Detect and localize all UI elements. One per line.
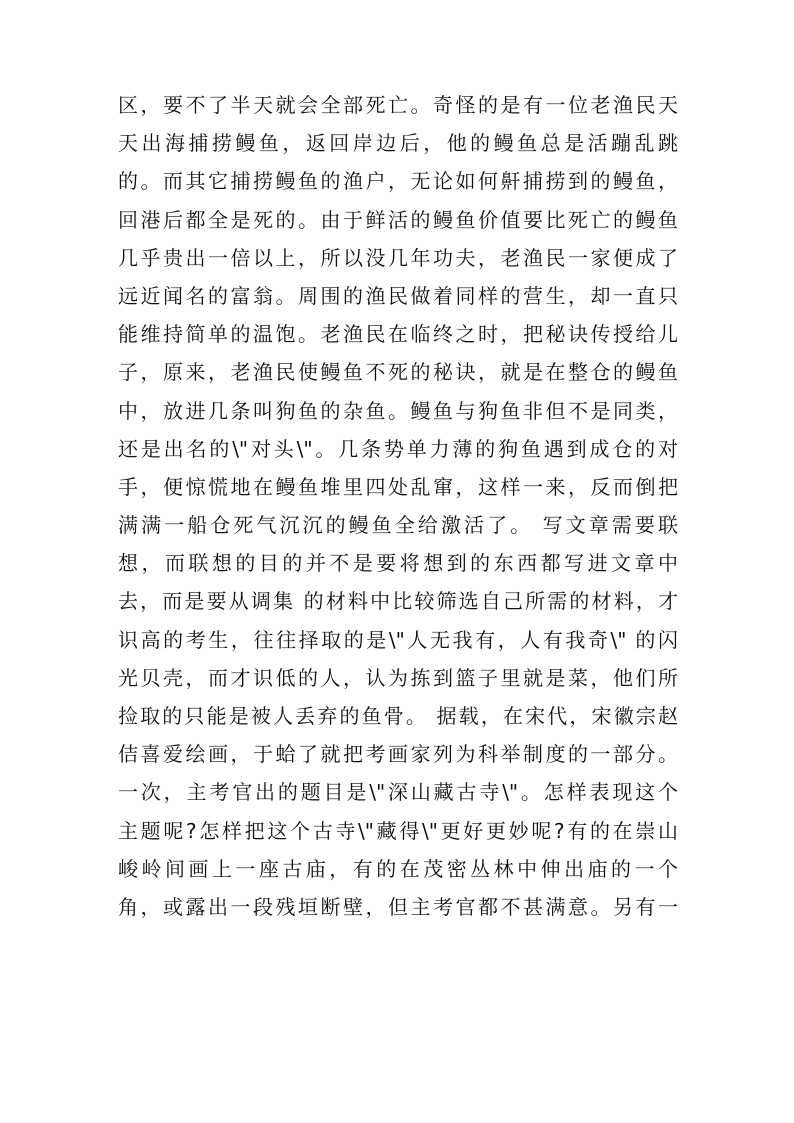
text-line: 识高的考生，往往择取的是\"人无我有，人有我奇\" 的闪: [118, 627, 678, 652]
text-line: 手，便惊慌地在鳗鱼堆里四处乱窜，这样一来，反而倒把: [118, 474, 678, 499]
text-line: 的。而其它捕捞鳗鱼的渔户，无论如何鼾捕捞到的鳗鱼，: [118, 169, 678, 194]
text-line: 能维持简单的温饱。老渔民在临终之时，把秘诀传授给儿: [118, 322, 678, 347]
text-line: 主题呢?怎样把这个古寺\"藏得\"更好更妙呢?有的在崇山: [118, 818, 678, 843]
text-line: 去，而是要从调集 的材料中比较筛选自己所需的材料，才: [118, 589, 678, 614]
text-line: 捡取的只能是被人丢弃的鱼骨。 据载，在宋代，宋徽宗赵: [118, 704, 678, 728]
text-line: 天出海捕捞鳗鱼，返回岸边后，他的鳗鱼总是活蹦乱跳: [118, 131, 678, 156]
text-line: 还是出名的\"对头\"。几条势单力薄的狗鱼遇到成仓的对: [118, 436, 678, 461]
text-line: 佶喜爱绘画，于蛤了就把考画家列为科举制度的一部分。: [118, 742, 678, 767]
text-line: 回港后都全是死的。由于鲜活的鳗鱼价值要比死亡的鳗鱼: [118, 207, 678, 232]
text-line: 远近闻名的富翁。周围的渔民做着同样的营生，却一直只: [118, 283, 678, 308]
text-line: 角，或露出一段残垣断壁，但主考官都不甚满意。另有一: [118, 894, 678, 919]
text-line: 子，原来，老渔民使鳗鱼不死的秘诀，就是在整仓的鳗鱼: [118, 360, 678, 385]
body-text: [118, 86, 678, 926]
text-line: 区，要不了半天就会全部死亡。奇怪的是有一位老渔民天: [118, 93, 678, 117]
text-line: 峻岭间画上一座古庙，有的在茂密丛林中伸出庙的一个: [118, 856, 678, 881]
text-line: 想，而联想的目的并不是要将想到的东西都写进文章中: [118, 551, 678, 576]
text-line: 中，放进几条叫狗鱼的杂鱼。鳗鱼与狗鱼非但不是同类，: [118, 398, 678, 423]
text-line: 满满一船仓死气沉沉的鳗鱼全给激活了。 写文章需要联: [118, 513, 678, 538]
text-line: 一次，主考官出的题目是\"深山藏古寺\"。怎样表现这个: [118, 780, 678, 805]
text-line: 光贝壳，而才识低的人，认为拣到篮子里就是菜，他们所: [118, 665, 678, 690]
text-line: 几乎贵出一倍以上，所以没几年功夫，老渔民一家便成了: [118, 245, 678, 270]
